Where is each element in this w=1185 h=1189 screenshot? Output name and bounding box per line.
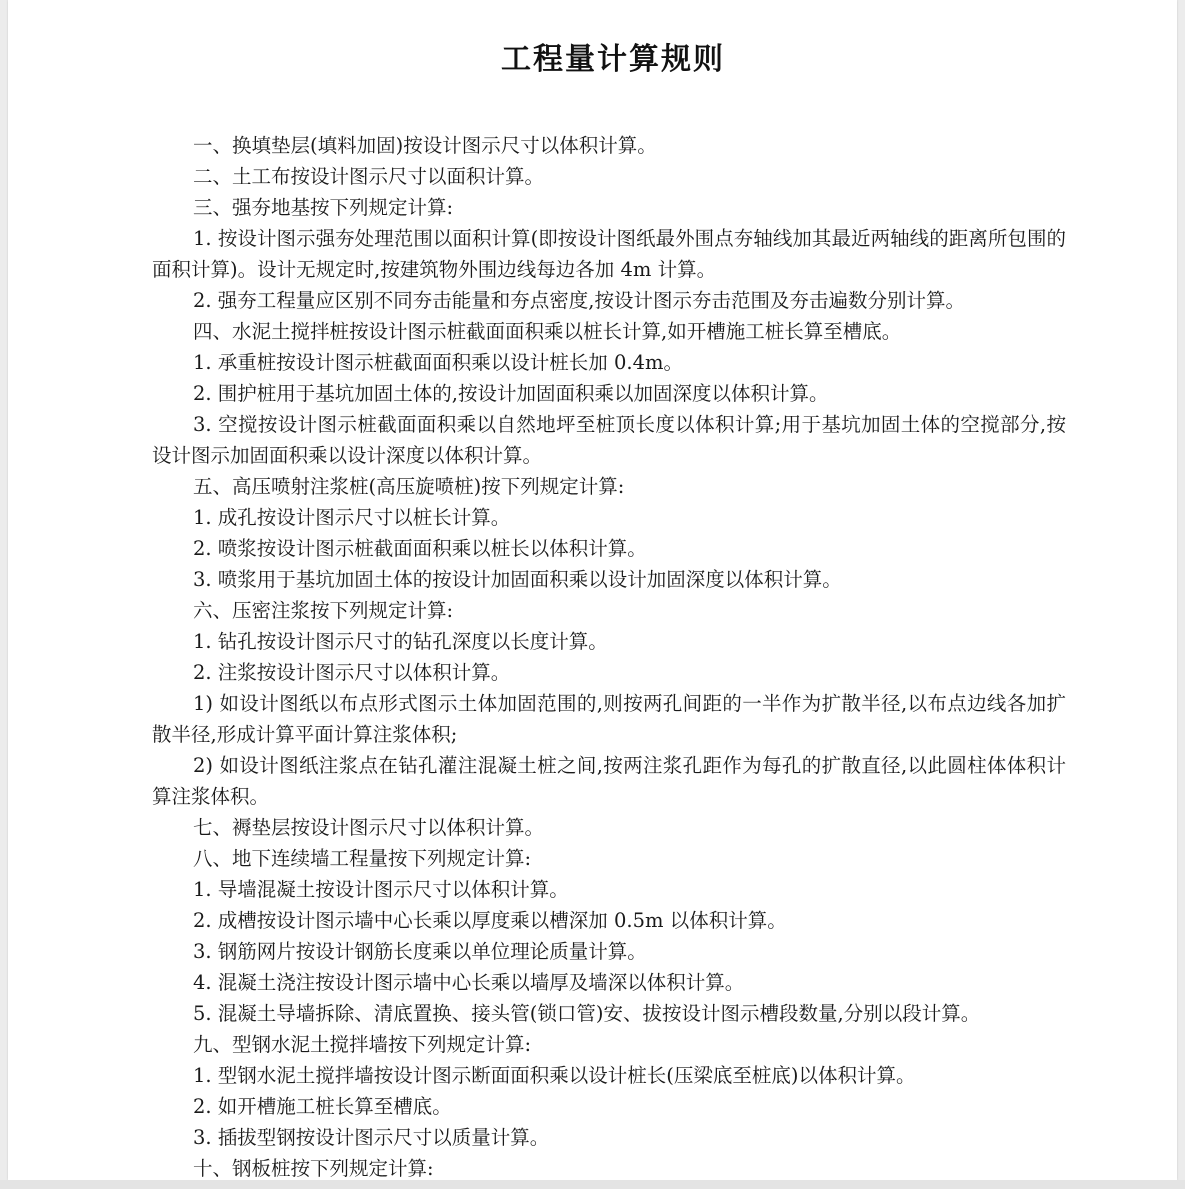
paragraph: 3. 空搅按设计图示桩截面面积乘以自然地坪至桩顶长度以体积计算;用于基坑加固土体的空搅部分,按设计图示加固面积乘以设计深度以体积计算。 <box>152 413 1066 467</box>
paragraph: 3. 喷浆用于基坑加固土体的按设计加固面积乘以设计加固深度以体积计算。 <box>193 568 842 591</box>
paragraph: 2. 成槽按设计图示墙中心长乘以厚度乘以槽深加 0.5m 以体积计算。 <box>193 909 787 932</box>
document-title: 工程量计算规则 <box>501 42 725 77</box>
paragraph: 1) 如设计图纸以布点形式图示土体加固范围的,则按两孔间距的一半作为扩散半径,以布点边线各加扩散半径,形成计算平面计算注浆体积; <box>152 692 1066 746</box>
paragraph: 4. 混凝土浇注按设计图示墙中心长乘以墙厚及墙深以体积计算。 <box>193 971 745 994</box>
paragraph: 1. 型钢水泥土搅拌墙按设计图示断面面积乘以设计桩长(压梁底至桩底)以体积计算。 <box>193 1064 916 1087</box>
paragraph: 1. 钻孔按设计图示尺寸的钻孔深度以长度计算。 <box>193 630 608 653</box>
paragraph: 2. 围护桩用于基坑加固土体的,按设计加固面积乘以加固深度以体积计算。 <box>193 382 829 405</box>
paragraph: 5. 混凝土导墙拆除、清底置换、接头管(锁口管)安、拔按设计图示槽段数量,分别以段计算。 <box>193 1002 981 1025</box>
paragraph: 2) 如设计图纸注浆点在钻孔灌注混凝土桩之间,按两注浆孔距作为每孔的扩散直径,以此圆柱体体积计算注浆体积。 <box>152 754 1066 808</box>
paragraph: 3. 插拔型钢按设计图示尺寸以质量计算。 <box>193 1126 550 1149</box>
paragraph: 十、钢板桩按下列规定计算: <box>193 1157 434 1180</box>
paragraph: 九、型钢水泥土搅拌墙按下列规定计算: <box>193 1033 532 1056</box>
paragraph: 三、强夯地基按下列规定计算: <box>193 196 454 219</box>
paragraph: 1. 导墙混凝土按设计图示尺寸以体积计算。 <box>193 878 569 901</box>
paragraph: 2. 喷浆按设计图示桩截面面积乘以桩长以体积计算。 <box>193 537 647 560</box>
paragraph: 1. 承重桩按设计图示桩截面面积乘以设计桩长加 0.4m。 <box>193 351 684 374</box>
paragraph: 四、水泥土搅拌桩按设计图示桩截面面积乘以桩长计算,如开槽施工桩长算至槽底。 <box>193 320 902 343</box>
paragraph: 二、土工布按设计图示尺寸以面积计算。 <box>193 165 545 188</box>
paragraph: 七、褥垫层按设计图示尺寸以体积计算。 <box>193 816 545 839</box>
paragraph: 2. 强夯工程量应区别不同夯击能量和夯点密度,按设计图示夯击范围及夯击遍数分别计算。 <box>193 289 966 312</box>
paragraph: 五、高压喷射注浆桩(高压旋喷桩)按下列规定计算: <box>193 475 625 498</box>
document-body <box>152 130 1066 1180</box>
document-page <box>8 0 1177 1180</box>
paragraph: 1. 按设计图示强夯处理范围以面积计算(即按设计图纸最外围点夯轴线加其最近两轴线的距离所包围的面积计算)。设计无规定时,按建筑物外围边线每边各加 4m 计算。 <box>152 227 1066 281</box>
viewer-bottom-scrollbar[interactable] <box>0 1180 1185 1189</box>
paragraph: 1. 成孔按设计图示尺寸以桩长计算。 <box>193 506 511 529</box>
paragraph: 一、换填垫层(填料加固)按设计图示尺寸以体积计算。 <box>193 134 657 157</box>
paragraph: 2. 注浆按设计图示尺寸以体积计算。 <box>193 661 511 684</box>
paragraph: 3. 钢筋网片按设计钢筋长度乘以单位理论质量计算。 <box>193 940 647 963</box>
paragraph: 2. 如开槽施工桩长算至槽底。 <box>193 1095 452 1118</box>
paragraph: 六、压密注浆按下列规定计算: <box>193 599 454 622</box>
paragraph: 八、地下连续墙工程量按下列规定计算: <box>193 847 532 870</box>
